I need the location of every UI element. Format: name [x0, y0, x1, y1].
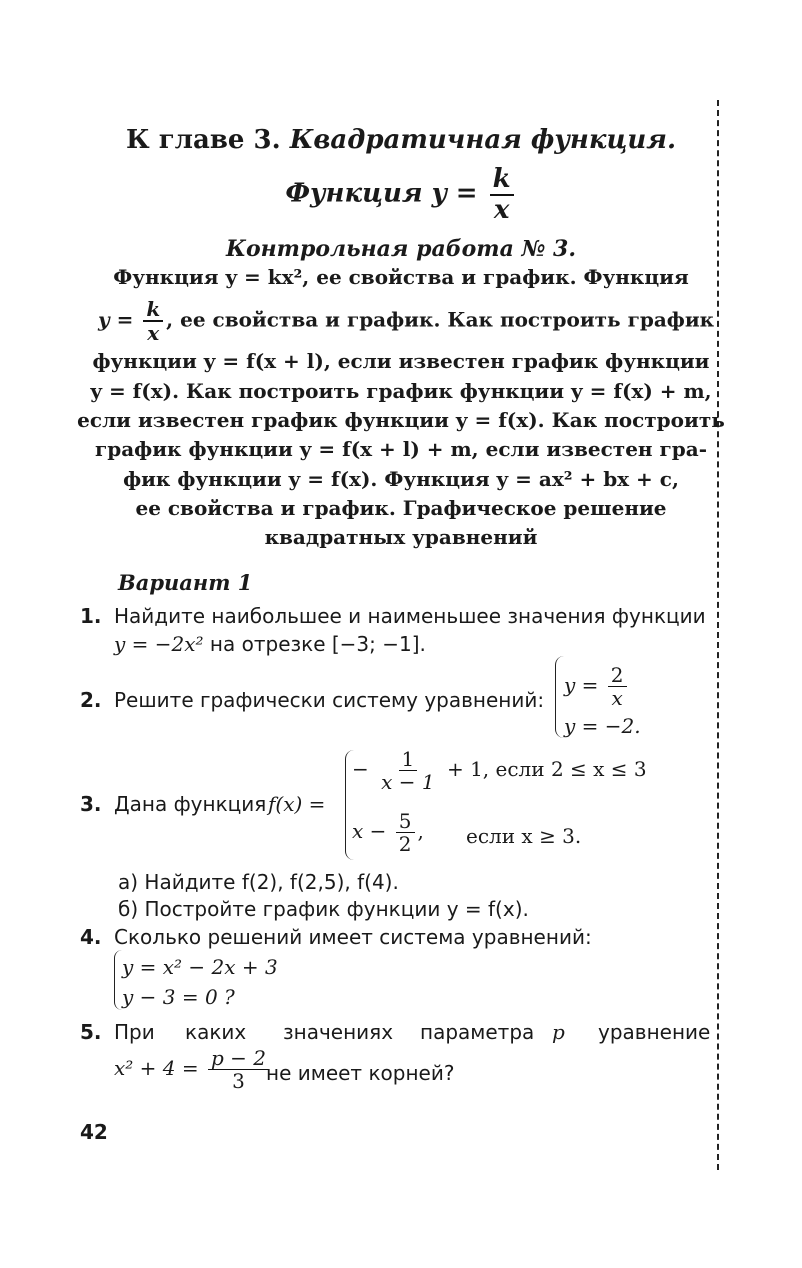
- task-3-number: 3.: [80, 792, 102, 816]
- variant-title: Вариант 1: [118, 570, 253, 595]
- task-2-number: 2.: [80, 688, 102, 712]
- function-lhs: y =: [431, 178, 478, 209]
- x-minus: x −: [352, 819, 387, 843]
- topic-line-8: ее свойства и график. Графическое решение: [135, 496, 667, 520]
- task-5-word-2: каких: [185, 1020, 247, 1044]
- comma: ,: [417, 819, 424, 843]
- task-2-text: Решите графически систему уравнений:: [114, 688, 545, 712]
- task-4-number: 4.: [80, 925, 102, 949]
- case-1-condition: + 1, если 2 ≤ x ≤ 3: [446, 757, 647, 781]
- task-3-sub-a: а) Найдите f(2), f(2,5), f(4).: [118, 870, 399, 894]
- task-1-number: 1.: [80, 604, 102, 628]
- task-3-case-2-condition: если x ≥ 3.: [466, 824, 582, 848]
- topic-frac-lhs: y =: [98, 307, 134, 332]
- task-5-tail: не имеет корней?: [266, 1061, 455, 1085]
- fraction-denominator: x: [493, 194, 510, 225]
- chapter-subheading: [0, 165, 802, 224]
- minus-sign: −: [352, 757, 369, 781]
- task-3-text: Дана функция: [114, 792, 267, 816]
- five-over-two: [396, 810, 415, 855]
- chapter-prefix: К главе 3.: [126, 125, 281, 155]
- chapter-title: Квадратичная функция.: [289, 125, 676, 155]
- task-3-sub-b: б) Постройте график функции y = f(x).: [118, 897, 529, 921]
- topic-line-6: график функции y = f(x + l) + m, если известен гра-: [94, 437, 708, 461]
- system-brace: [114, 950, 122, 1010]
- fraction-denominator: 2: [398, 832, 412, 856]
- topic-fraction: [143, 298, 163, 344]
- task-2-eq-1: [564, 664, 630, 709]
- task-5-word-1: При: [114, 1020, 155, 1044]
- topic-line-3: функции y = f(x + l), если известен график функции: [92, 349, 710, 373]
- chapter-heading: [0, 125, 802, 155]
- task-5-word-5: p: [552, 1020, 565, 1044]
- fraction-denominator: x: [611, 686, 623, 710]
- fraction-numerator: p − 2: [208, 1047, 269, 1070]
- fraction-denominator: 3: [232, 1069, 245, 1093]
- eq-lhs: y =: [564, 673, 599, 697]
- task-5-word-4: параметра: [420, 1020, 535, 1044]
- control-work-title: Контрольная работа № 3.: [225, 236, 577, 262]
- fraction-numerator: 2: [608, 664, 627, 687]
- system-brace: [555, 656, 564, 738]
- fraction-numerator: k: [143, 298, 163, 322]
- topic-line-1: Функция y = kx², ее свойства и график. Функция: [113, 265, 689, 289]
- fraction-denominator: x: [147, 321, 160, 345]
- task-5-word-3: значениях: [283, 1020, 394, 1044]
- function-word: Функция: [285, 178, 423, 209]
- topic-line-4: y = f(x). Как построить график функции y = f(x) + m,: [90, 379, 712, 403]
- task-3-fx: f(x) =: [268, 792, 326, 816]
- task-5-equation: [114, 1047, 272, 1092]
- task-4-text: Сколько решений имеет система уравнений:: [114, 925, 592, 949]
- two-over-x: [608, 664, 627, 709]
- task-1-function: y = −2x²: [114, 632, 204, 656]
- topic-line-5: если известен график функции y = f(x). Как построить: [77, 408, 725, 432]
- fraction-numerator: k: [490, 165, 514, 196]
- task-2-eq-2: y = −2.: [564, 714, 641, 738]
- task-4-eq-1: y = x² − 2x + 3: [122, 955, 278, 979]
- task-1-line-2: [114, 632, 426, 656]
- task-5-number: 5.: [80, 1020, 102, 1044]
- fraction-numerator: 5: [396, 810, 415, 833]
- task-3-case-2: [352, 810, 424, 855]
- topic-line-2: [98, 298, 714, 344]
- task-5-word-6: уравнение: [598, 1020, 711, 1044]
- page-number: 42: [80, 1120, 108, 1144]
- task-4-eq-2: y − 3 = 0 ?: [122, 985, 235, 1009]
- task-1-interval: на отрезке [−3; −1].: [203, 632, 426, 656]
- task-1-line-1: Найдите наибольшее и наименьшее значения функции: [114, 604, 706, 628]
- topic-line-9: квадратных уравнений: [264, 525, 538, 549]
- eq-lhs: x² + 4 =: [114, 1056, 199, 1080]
- topic-line-7: фик функции y = f(x). Функция y = ax² + bx + c,: [123, 467, 679, 491]
- task-3-case-1: [352, 748, 647, 793]
- k-over-x-fraction: [490, 165, 514, 224]
- topic-line-2-text: , ее свойства и график. Как построить график: [166, 307, 715, 332]
- fraction-numerator: 1: [399, 748, 418, 771]
- fraction-denominator: x − 1: [381, 770, 435, 794]
- one-over-x-minus-1: [378, 748, 437, 793]
- p-minus-2-over-3: [208, 1047, 269, 1092]
